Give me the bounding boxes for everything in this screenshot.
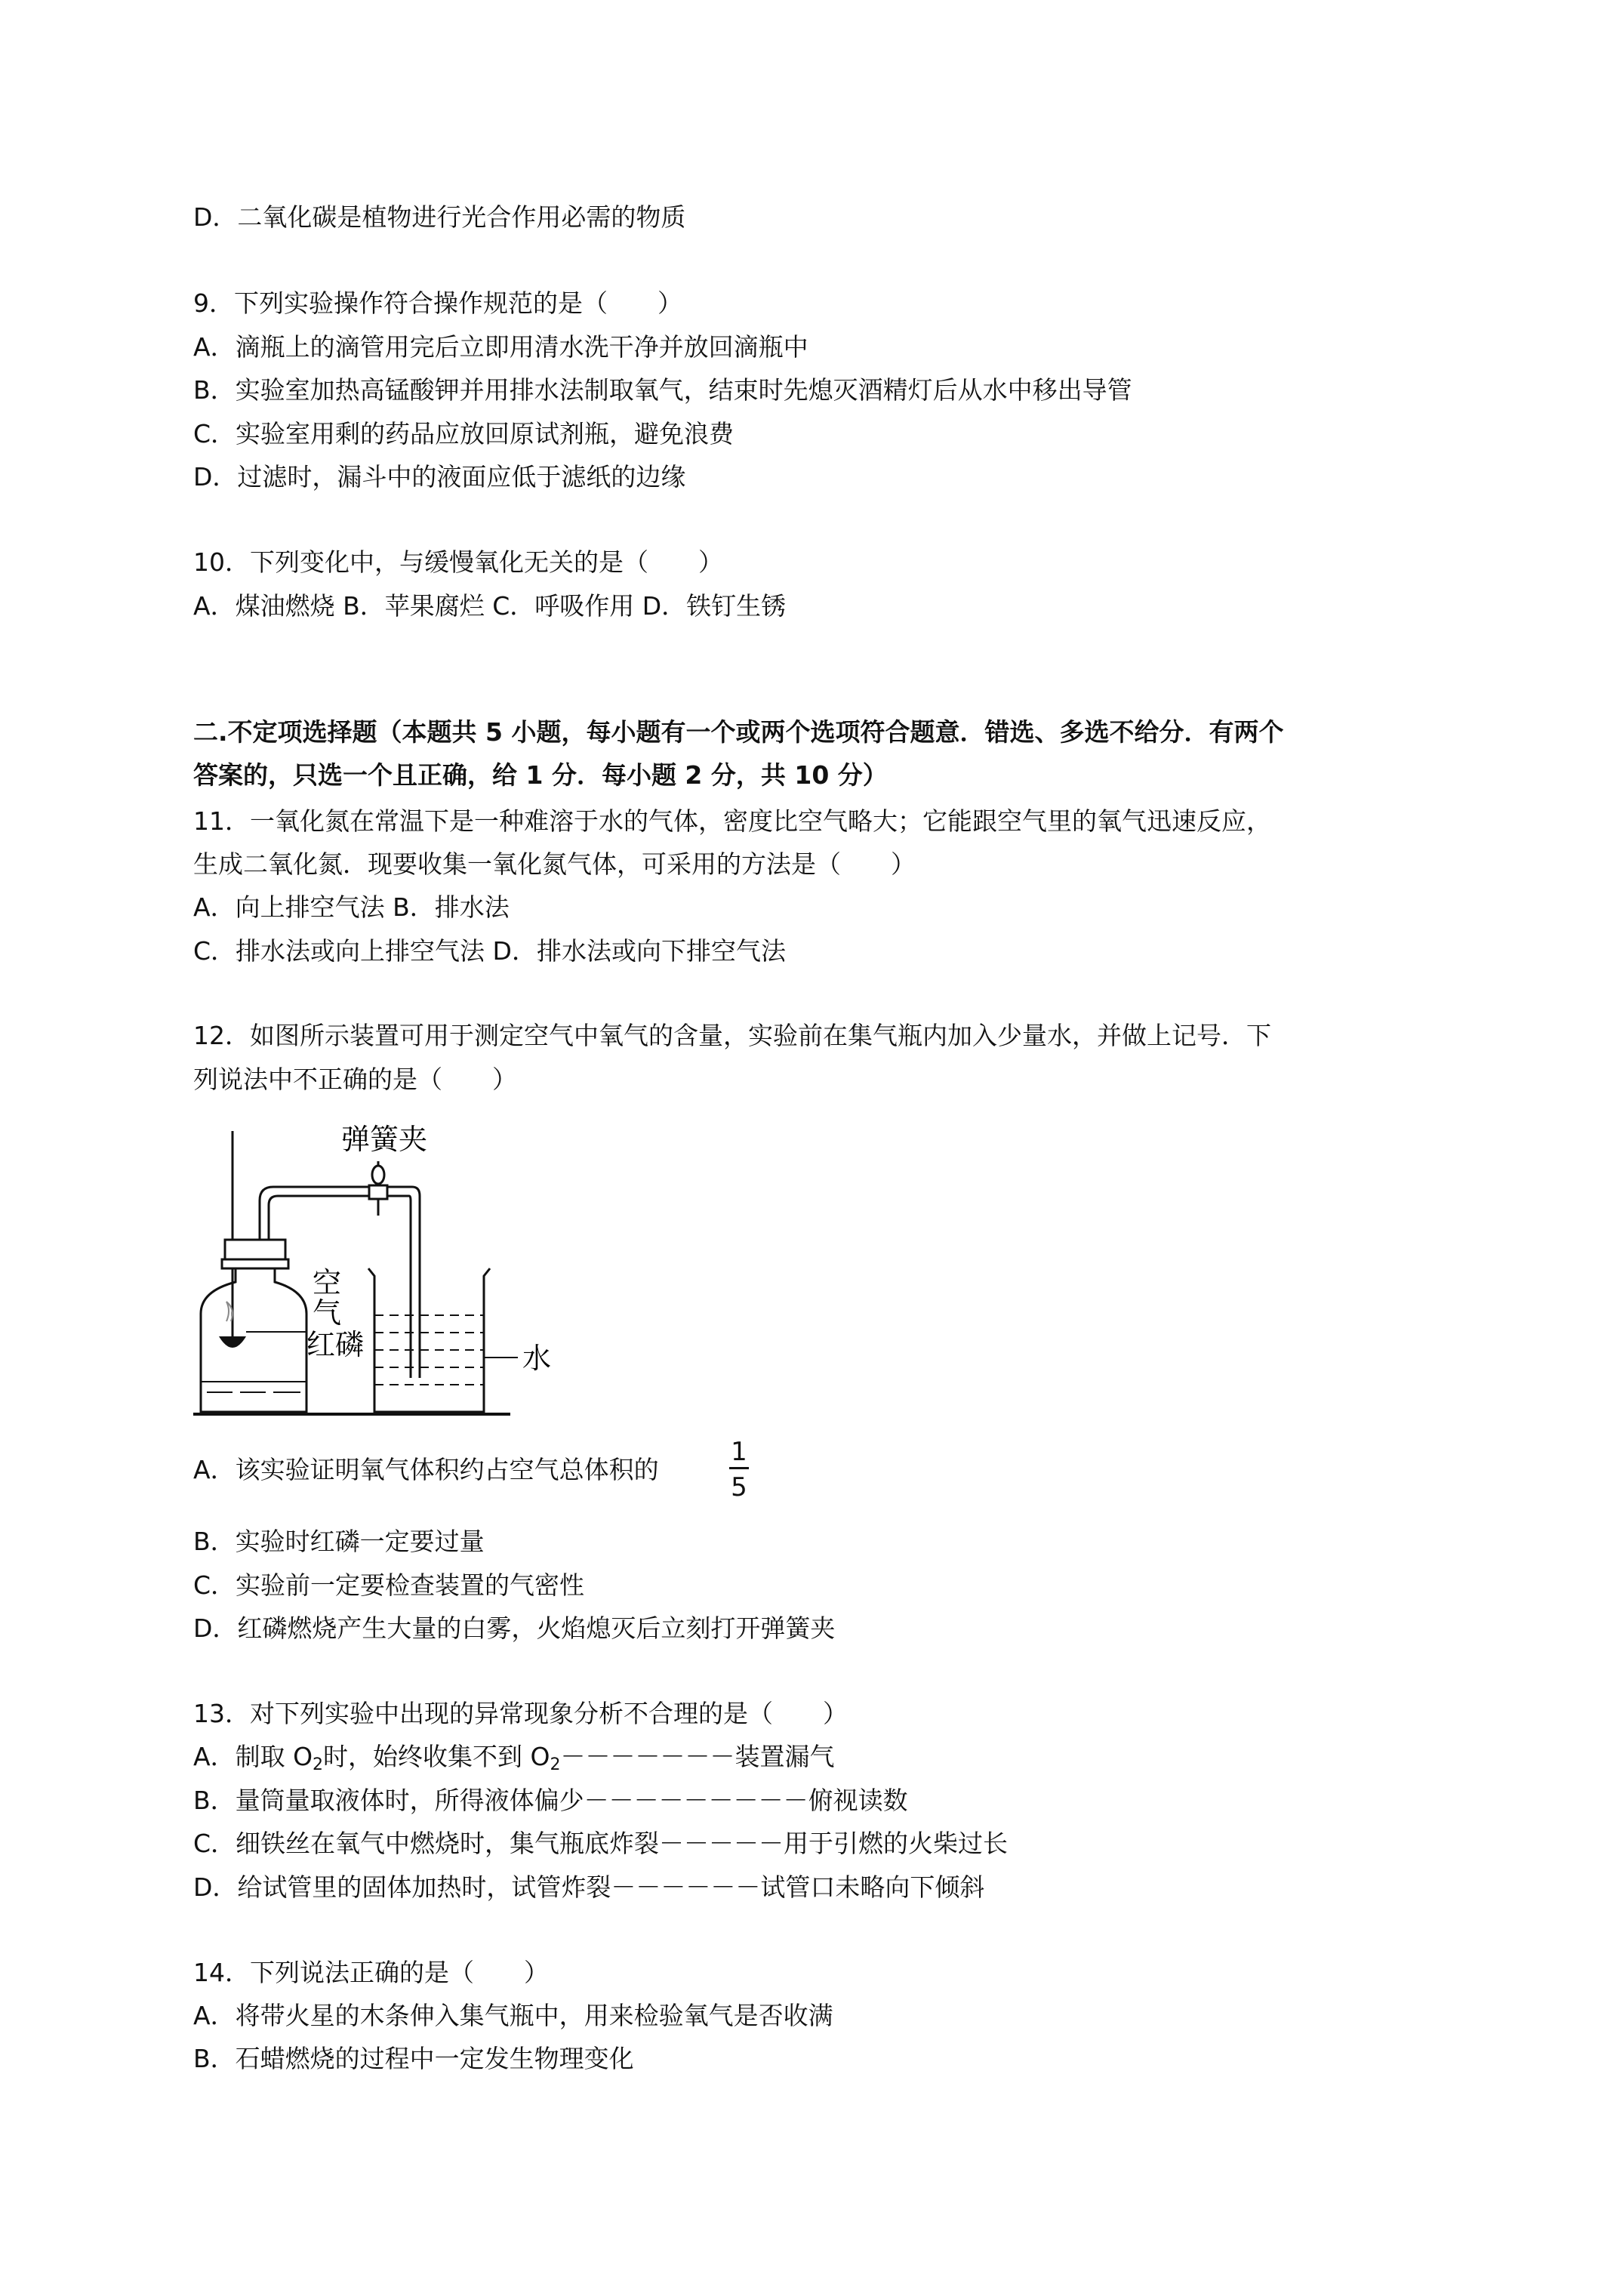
label-air-2: 气 — [313, 1296, 342, 1330]
fraction-denominator: 5 — [731, 1472, 747, 1502]
q11-options-cd: C．排水法或向上排空气法 D．排水法或向下排空气法 — [193, 936, 786, 966]
q12-option-a: A．该实验证明氧气体积约占空气总体积的 — [193, 1455, 659, 1484]
q9-option-d: D．过滤时，漏斗中的液面应低于滤纸的边缘 — [193, 462, 686, 492]
label-spring-clamp: 弹簧夹 — [341, 1123, 428, 1156]
q14-option-a: A．将带火星的木条伸入集气瓶中，用来检验氧气是否收满 — [193, 2001, 833, 2030]
q11-options-ab: A．向上排空气法 B．排水法 — [193, 892, 510, 922]
q13-option-a-part1: A．制取 O — [193, 1742, 313, 1771]
label-red-phosphorus: 红磷 — [306, 1328, 365, 1361]
q13-option-b: B．量筒量取液体时，所得液体偏少－－－－－－－－－俯视读数 — [193, 1786, 908, 1815]
label-water: 水 — [522, 1342, 552, 1375]
q12-stem: 12．如图所示装置可用于测定空气中氧气的含量，实验前在集气瓶内加入少量水，并做上记号．下 — [193, 1021, 1271, 1050]
label-air-1: 空 — [313, 1266, 342, 1299]
fraction-bar — [729, 1467, 749, 1469]
q12-option-b: B．实验时红磷一定要过量 — [193, 1527, 485, 1556]
q12-stem-cont: 列说法中不正确的是（ ） — [193, 1065, 517, 1094]
q12-option-d: D．红磷燃烧产生大量的白雾，火焰熄灭后立刻打开弹簧夹 — [193, 1613, 836, 1643]
q11-stem-cont: 生成二氧化氮．现要收集一氧化氮气体，可采用的方法是（ ） — [193, 849, 916, 879]
section-2-heading-cont: 答案的，只选一个且正确，给 1 分．每小题 2 分，共 10 分） — [193, 760, 888, 790]
q13-option-c: C．细铁丝在氧气中燃烧时，集气瓶底炸裂－－－－－用于引燃的火柴过长 — [193, 1829, 1009, 1858]
q13-stem: 13．对下列实验中出现的异常现象分析不合理的是（ ） — [193, 1699, 848, 1728]
subscript-2: 2 — [550, 1755, 561, 1774]
fraction-numerator: 1 — [731, 1437, 747, 1467]
q9-stem: 9．下列实验操作符合操作规范的是（ ） — [193, 288, 682, 318]
q9-option-c: C．实验室用剩的药品应放回原试剂瓶，避免浪费 — [193, 419, 735, 448]
q8-option-d: D．二氧化碳是植物进行光合作用必需的物质 — [193, 202, 686, 232]
q14-stem: 14．下列说法正确的是（ ） — [193, 1958, 549, 1987]
q9-option-b: B．实验室加热高锰酸钾并用排水法制取氧气，结束时先熄灭酒精灯后从水中移出导管 — [193, 375, 1132, 405]
q9-option-a: A．滴瓶上的滴管用完后立即用清水洗干净并放回滴瓶中 — [193, 332, 808, 362]
q13-option-a-part2: 时，始终收集不到 O — [323, 1742, 550, 1771]
q12-option-c: C．实验前一定要检查装置的气密性 — [193, 1570, 585, 1600]
q11-stem: 11．一氧化氮在常温下是一种难溶于水的气体，密度比空气略大；它能跟空气里的氧气迅速反应， — [193, 806, 1271, 836]
q10-options: A．煤油燃烧 B．苹果腐烂 C．呼吸作用 D．铁钉生锈 — [193, 591, 787, 621]
q13-option-d: D．给试管里的固体加热时，试管炸裂－－－－－－试管口未略向下倾斜 — [193, 1872, 985, 1902]
section-2-heading: 二.不定项选择题（本题共 5 小题，每小题有一个或两个选项符合题意．错选、多选不给分．有两个 — [193, 717, 1284, 747]
q14-option-b: B．石蜡燃烧的过程中一定发生物理变化 — [193, 2044, 634, 2073]
q10-stem: 10．下列变化中，与缓慢氧化无关的是（ ） — [193, 547, 723, 577]
subscript-2: 2 — [313, 1755, 324, 1774]
oxygen-content-apparatus-figure — [193, 1117, 586, 1419]
q13-option-a — [193, 1742, 835, 1780]
q13-option-a-part3: －－－－－－－装置漏气 — [560, 1742, 835, 1771]
